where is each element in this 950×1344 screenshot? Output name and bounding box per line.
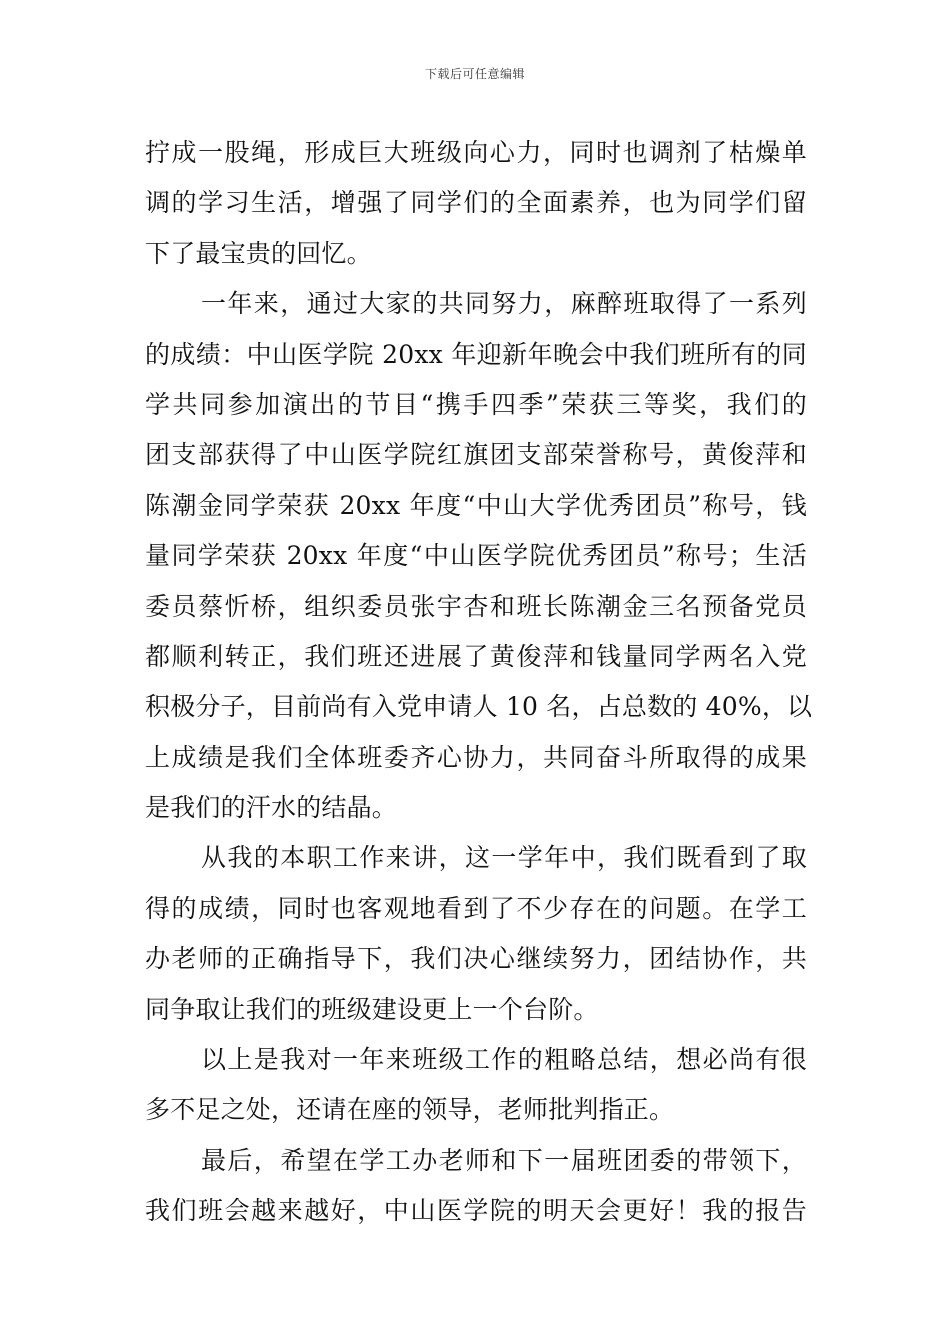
page-header: 下载后可任意编辑 [424, 67, 525, 81]
paragraph-3 [145, 833, 807, 1035]
text-line: 以上是我对一年来班级工作的粗略总结，想必尚有很 [201, 1045, 807, 1075]
document-body [145, 128, 813, 1237]
text-line: 一年来，通过大家的共同努力，麻醉班取得了一系列 [201, 289, 807, 319]
paragraph-1 [145, 128, 807, 279]
text-line: 陈潮金同学荣获 20xx 年度“中山大学优秀团员”称号，钱 [145, 490, 807, 520]
text-line: 同争取让我们的班级建设更上一个台阶。 [145, 994, 599, 1024]
text-line: 量同学荣获 20xx 年度“中山医学院优秀团员”称号；生活 [145, 541, 807, 571]
paragraph-4 [145, 1035, 807, 1136]
text-line: 团支部获得了中山医学院红旗团支部荣誉称号，黄俊萍和 [145, 440, 807, 470]
text-line: 上成绩是我们全体班委齐心协力，共同奋斗所取得的成果 [145, 742, 807, 772]
text-line: 都顺利转正，我们班还进展了黄俊萍和钱量同学两名入党 [145, 641, 807, 671]
text-line: 我们班会越来越好，中山医学院的明天会更好！我的报告 [145, 1196, 807, 1226]
text-line: 办老师的正确指导下，我们决心继续努力，团结协作，共 [145, 944, 807, 974]
text-line: 调的学习生活，增强了同学们的全面素养，也为同学们留 [145, 188, 807, 218]
text-line: 从我的本职工作来讲，这一学年中，我们既看到了取 [201, 843, 807, 873]
text-line: 最后，希望在学工办老师和下一届班团委的带领下， [201, 1145, 807, 1175]
text-line: 拧成一股绳，形成巨大班级向心力，同时也调剂了枯燥单 [145, 138, 807, 167]
text-line: 是我们的汗水的结晶。 [145, 793, 398, 823]
text-line: 积极分子，目前尚有入党申请人 10 名，占总数的 40%，以 [145, 692, 813, 722]
text-line: 委员蔡忻桥，组织委员张宇杏和班长陈潮金三名预备党员 [145, 591, 807, 621]
paragraph-2 [145, 279, 813, 833]
text-line: 得的成绩，同时也客观地看到了不少存在的问题。在学工 [145, 893, 807, 923]
paragraph-5 [145, 1136, 807, 1237]
text-line: 多不足之处，还请在座的领导，老师批判指正。 [145, 1095, 675, 1125]
text-line: 的成绩：中山医学院 20xx 年迎新年晚会中我们班所有的同 [145, 339, 807, 369]
text-line: 下了最宝贵的回忆。 [145, 238, 372, 268]
text-line: 学共同参加演出的节目“携手四季”荣获三等奖，我们的 [145, 389, 807, 419]
